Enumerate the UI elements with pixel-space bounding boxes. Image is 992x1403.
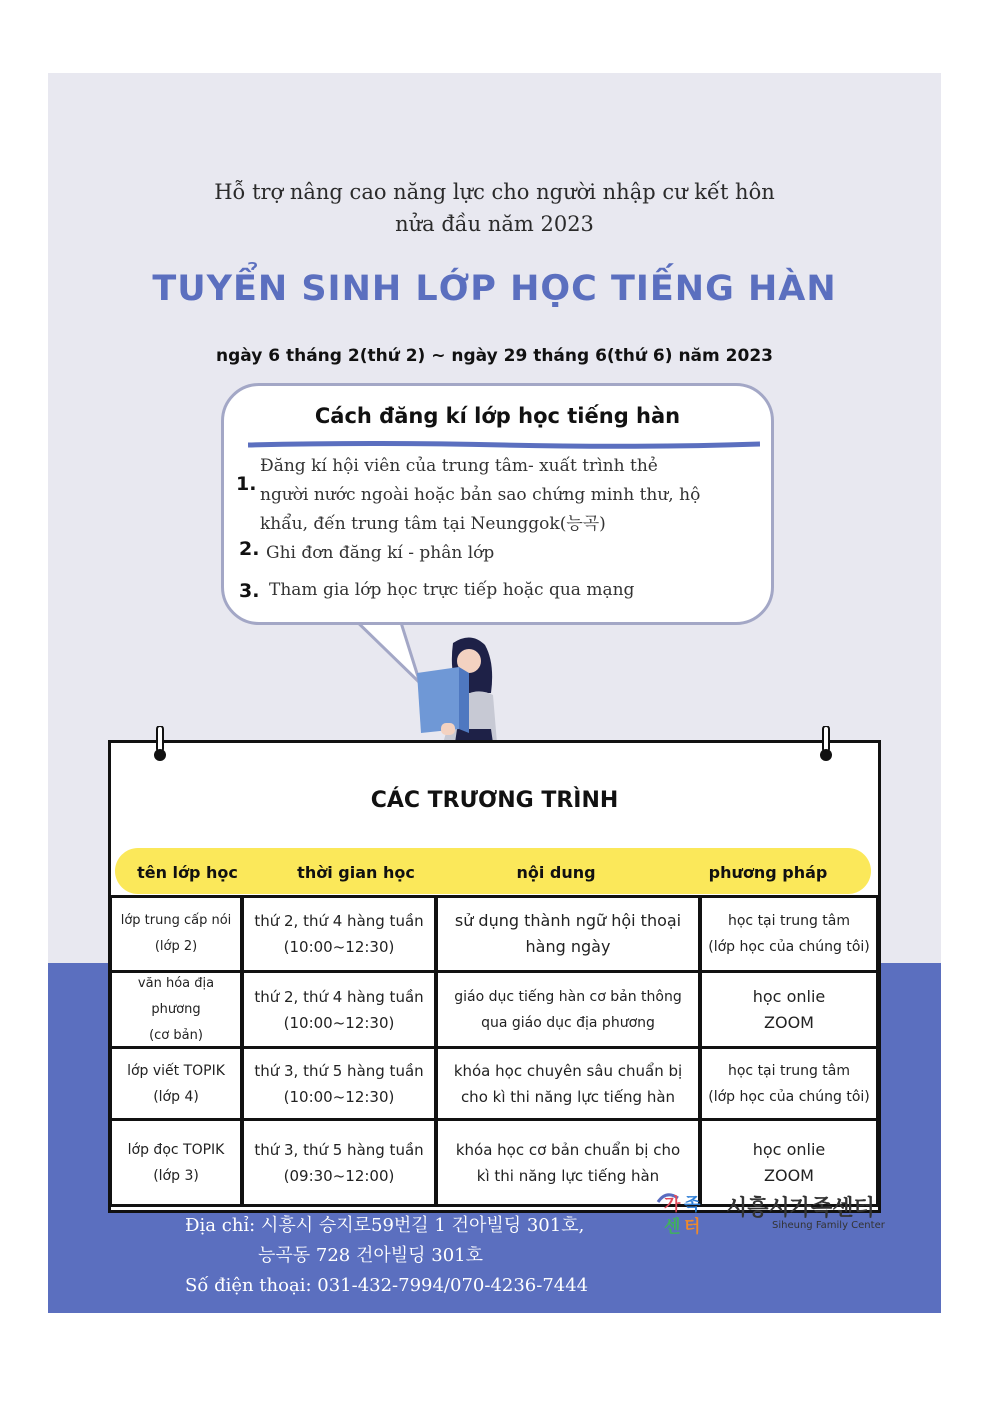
ring-left-icon [154, 726, 166, 762]
step-1-number: 1. [236, 473, 257, 495]
table-cell-method: học tại trung tâm (lớp học của chúng tôi) [699, 1046, 879, 1121]
header-time: thời gian học [297, 863, 415, 882]
poster [48, 73, 941, 1313]
table-cell-method: học onlie ZOOM [699, 1118, 879, 1207]
step-3-line: Tham gia lớp học trực tiếp hoặc qua mạng [269, 580, 635, 600]
svg-text:센: 센 [664, 1217, 681, 1236]
step-1-line: người nước ngoài hoặc bản sao chứng minh thư, hộ [260, 485, 701, 505]
table-cell-content: sử dụng thành ngữ hội thoại hàng ngày [435, 895, 701, 973]
header-method: phương pháp [708, 863, 828, 882]
step-2-line: Ghi đơn đăng kí - phân lớp [266, 543, 495, 563]
table-cell-name: lớp đọc TOPIK (lớp 3) [109, 1118, 243, 1207]
girl-reading-icon [413, 633, 503, 743]
table-cell-content: khóa học chuyên sâu chuẩn bị cho kì thi năng lực tiếng hàn [435, 1046, 701, 1121]
svg-text:가: 가 [664, 1195, 681, 1215]
address-line1: Địa chỉ: 시흥시 승지로59번길 1 건아빌딩 301호, [185, 1215, 585, 1236]
table-cell-time: thứ 2, thứ 4 hàng tuần (10:00~12:30) [241, 970, 437, 1049]
header-content: nội dung [516, 863, 596, 882]
table-cell-method: học tại trung tâm (lớp học của chúng tôi) [699, 895, 879, 973]
date-range: ngày 6 tháng 2(thứ 2) ~ ngày 29 tháng 6(thứ 6) năm 2023 [216, 346, 773, 366]
step-3-text [269, 576, 634, 605]
title-underline [248, 441, 760, 449]
registration-title: Cách đăng kí lớp học tiếng hàn [314, 404, 681, 428]
table-cell-time: thứ 3, thứ 5 hàng tuần (10:00~12:30) [241, 1046, 437, 1121]
step-1-text [260, 452, 700, 539]
subtitle-line1: Hỗ trợ nâng cao năng lực cho người nhập cư kết hôn [214, 180, 775, 204]
table-cell-time: thứ 3, thứ 5 hàng tuần (09:30~12:00) [241, 1118, 437, 1207]
table-cell-content: giáo dục tiếng hàn cơ bản thông qua giáo dục địa phương [435, 970, 701, 1049]
step-2-number: 2. [239, 538, 260, 560]
table-cell-content: khóa học cơ bản chuẩn bị cho kì thi năng lực tiếng hàn [435, 1118, 701, 1207]
page-title: TUYỂN SINH LỚP HỌC TIẾNG HÀN [152, 269, 837, 309]
svg-text:터: 터 [684, 1217, 701, 1236]
table-cell-name: lớp viết TOPIK (lớp 4) [109, 1046, 243, 1121]
family-center-logo-icon [656, 1188, 714, 1236]
registration-bubble [221, 383, 774, 625]
address-line2: 능곡동 728 건아빌딩 301호 [258, 1245, 483, 1266]
step-2-text [266, 539, 494, 568]
subtitle-line2: nửa đầu năm 2023 [395, 212, 594, 236]
programs-board [108, 740, 881, 1213]
step-3-number: 3. [239, 580, 260, 602]
svg-text:족: 족 [684, 1195, 701, 1215]
step-1-line: Đăng kí hội viên của trung tâm- xuất trình thẻ [260, 456, 658, 476]
step-1-line: khẩu, đến trung tâm tại Neunggok(능곡) [260, 514, 606, 534]
programs-title: CÁC TRƯƠNG TRÌNH [370, 788, 619, 813]
ring-right-icon [820, 726, 832, 762]
phone-number: Số điện thoại: 031-432-7994/070-4236-7444 [185, 1275, 589, 1296]
logo-korean-text: 시흥시가족센터 [726, 1196, 875, 1221]
table-cell-name: văn hóa địa phương (cơ bản) [109, 970, 243, 1049]
table-cell-method: học onlie ZOOM [699, 970, 879, 1049]
table-cell-name: lớp trung cấp nói (lớp 2) [109, 895, 243, 973]
logo-english-text: Siheung Family Center [772, 1220, 885, 1231]
table-cell-time: thứ 2, thứ 4 hàng tuần (10:00~12:30) [241, 895, 437, 973]
header-class-name: tên lớp học [137, 863, 238, 882]
